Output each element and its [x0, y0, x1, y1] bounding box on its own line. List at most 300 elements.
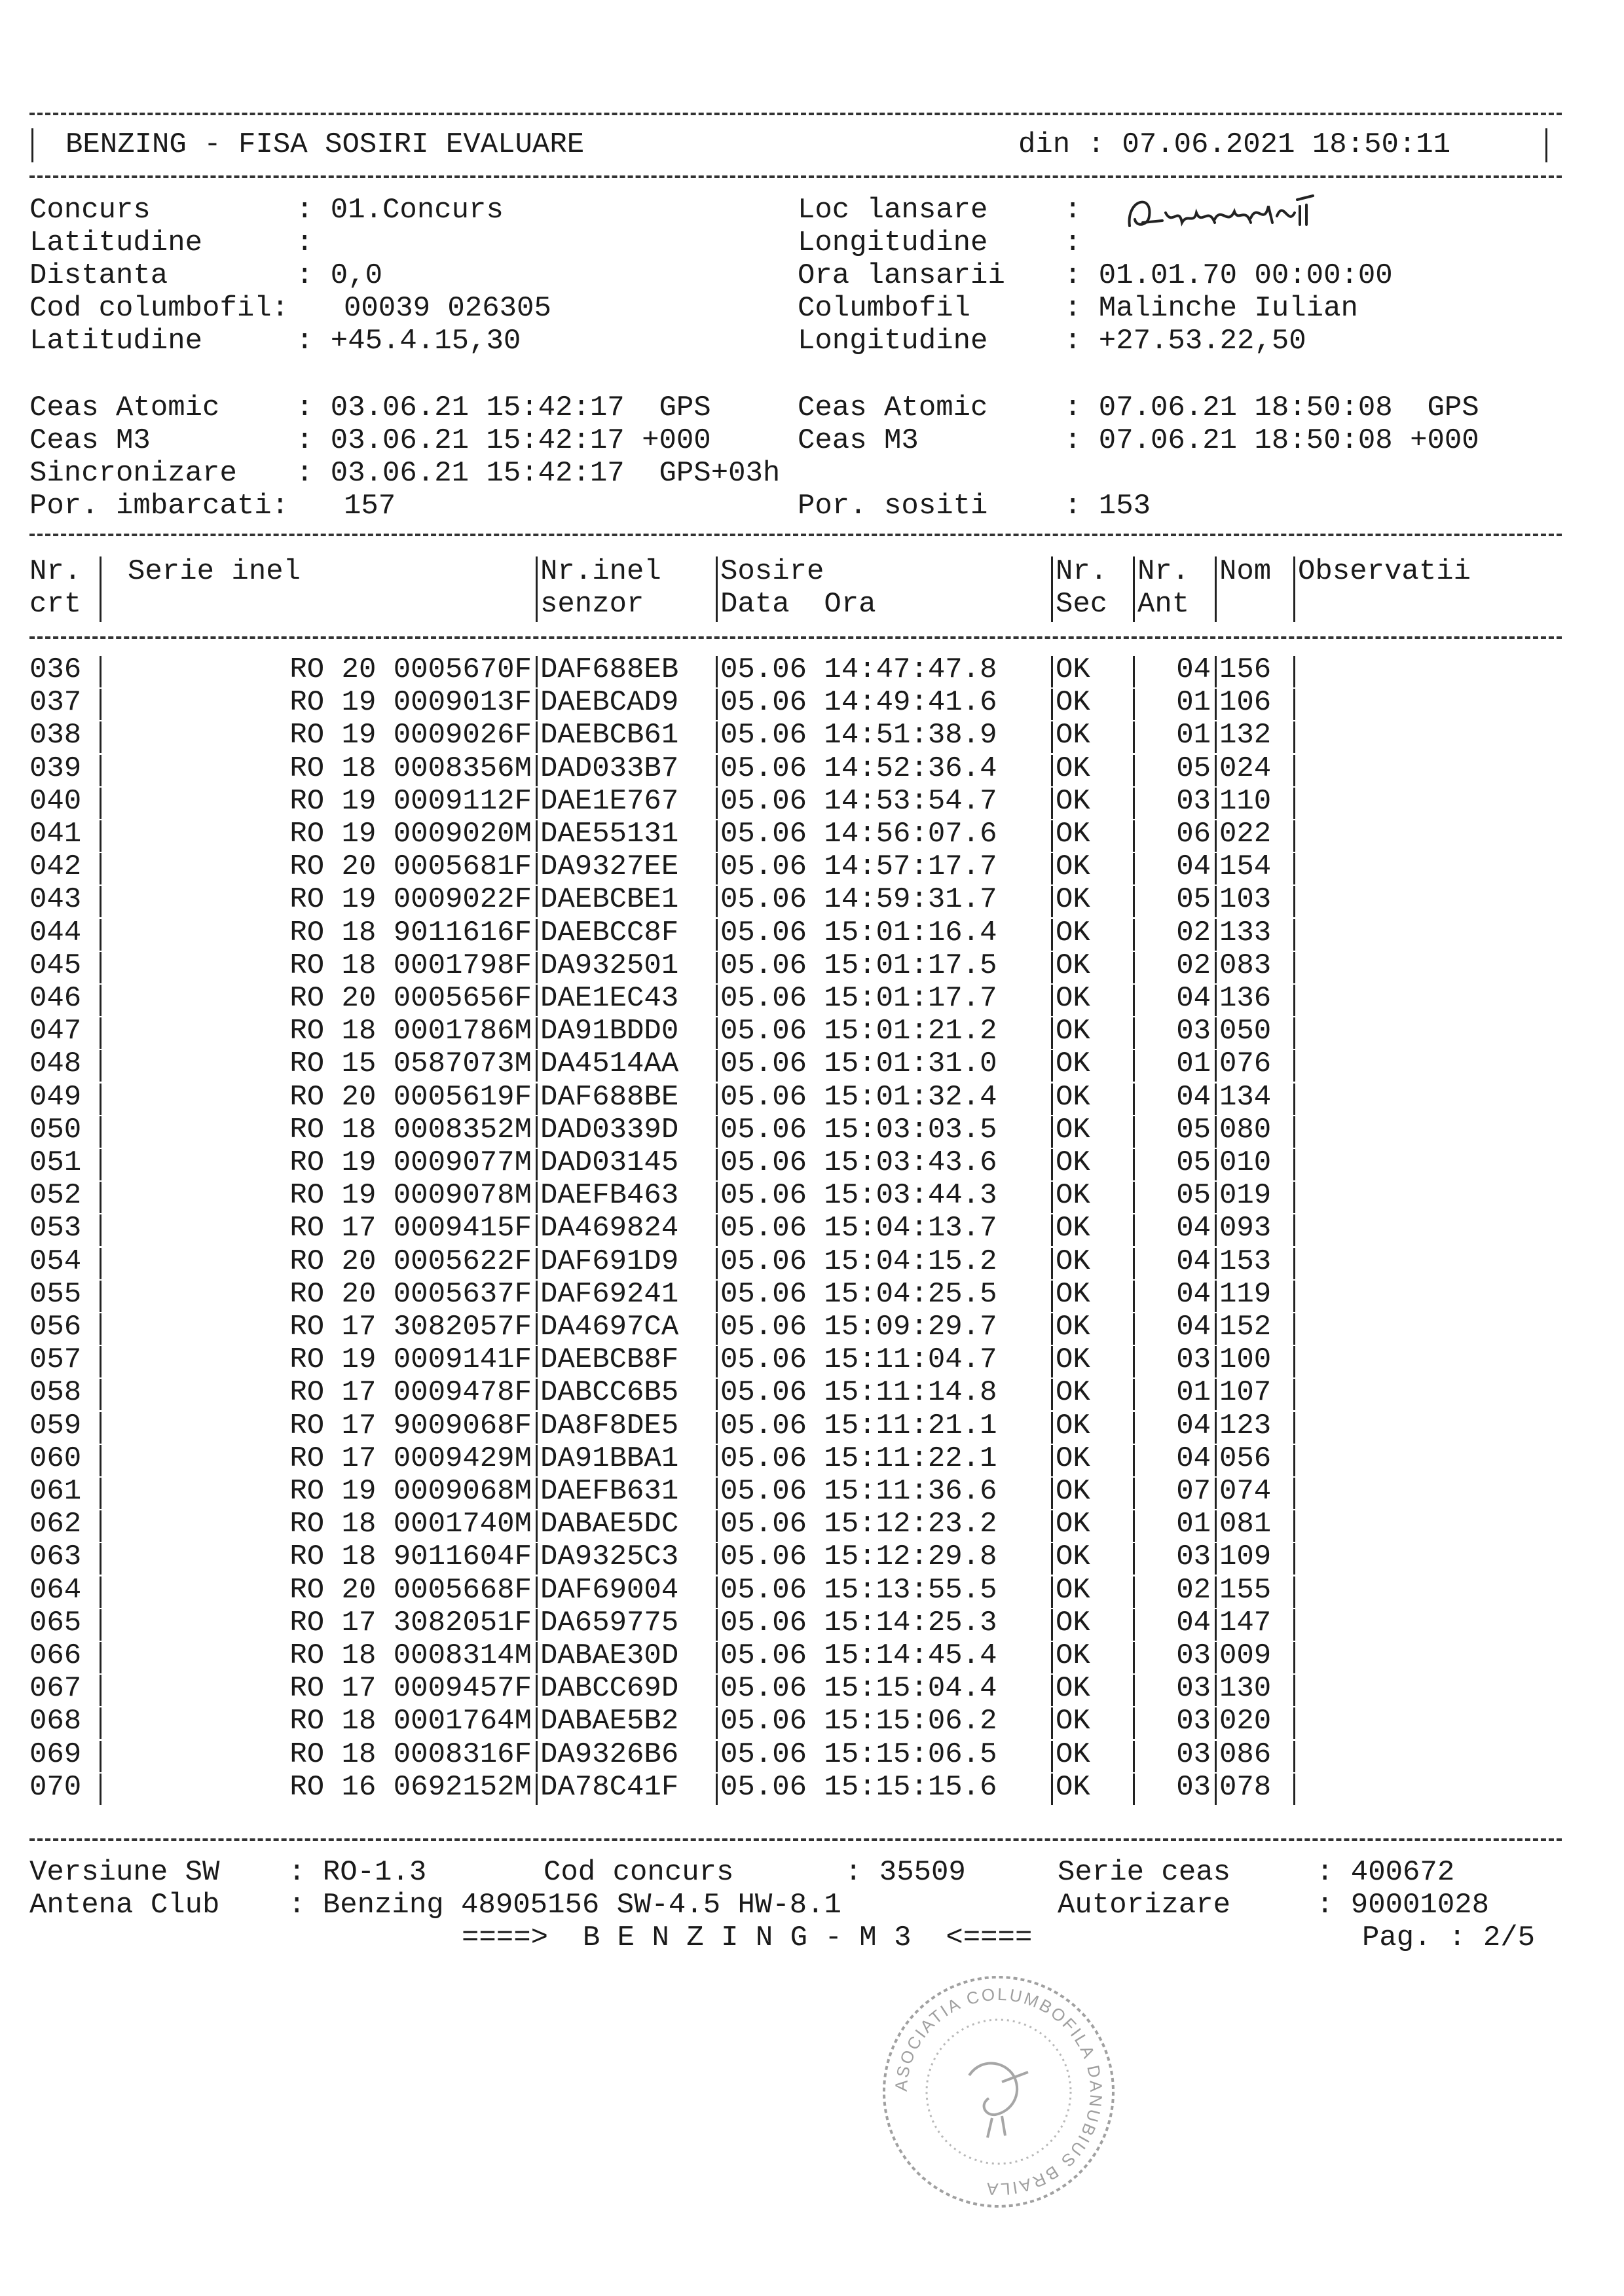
serie-inel-cell: RO 20 0005670F [289, 653, 532, 686]
nr-inel-senzor-cell: DAE1E767 [540, 784, 679, 818]
column-separator [1215, 1214, 1217, 1246]
sosire-cell: 05.06 15:04:15.2 [720, 1245, 997, 1278]
nom-cell: 009 [1219, 1639, 1272, 1672]
nom-cell: 152 [1219, 1311, 1272, 1343]
column-separator [1133, 1017, 1135, 1049]
ant-cell: 01 [1176, 1048, 1211, 1081]
column-separator [1051, 1248, 1053, 1279]
nom-cell: 050 [1219, 1015, 1272, 1048]
sec-cell: OK [1056, 1540, 1090, 1574]
sec-cell: OK [1056, 1343, 1090, 1377]
column-separator [1133, 1609, 1135, 1641]
column-separator [536, 656, 538, 687]
column-separator [1133, 820, 1135, 852]
sosire-cell: 05.06 15:11:04.7 [720, 1343, 997, 1377]
column-separator [1293, 1412, 1295, 1444]
nom-cell: 024 [1219, 752, 1272, 785]
nr-inel-senzor-cell: DAF69241 [540, 1277, 679, 1311]
sec-cell: OK [1056, 1146, 1090, 1179]
sosire-cell: 05.06 15:01:21.2 [720, 1015, 997, 1048]
nr-crt-cell: 036 [29, 653, 82, 686]
nr-crt-cell: 040 [29, 784, 82, 818]
column-separator [716, 1050, 718, 1082]
column-separator [100, 788, 101, 819]
column-separator [1293, 656, 1295, 687]
sosire-cell: 05.06 15:13:55.5 [720, 1573, 997, 1607]
column-separator [536, 985, 538, 1016]
sositi-value: : 153 [1064, 490, 1151, 522]
column-separator [1051, 1478, 1053, 1509]
nr-inel-senzor-cell: DABAE5DC [540, 1508, 679, 1541]
column-separator [1215, 1182, 1217, 1213]
column-separator [716, 1707, 718, 1739]
nom-cell: 022 [1219, 818, 1272, 850]
column-separator [716, 1248, 718, 1279]
serie-inel-cell: RO 19 0009077M [289, 1146, 532, 1179]
col-sec-1: Nr. [1056, 555, 1108, 588]
column-separator [1215, 886, 1217, 917]
nr-inel-senzor-cell: DA78C41F [540, 1770, 679, 1804]
column-separator [716, 1642, 718, 1673]
sosire-cell: 05.06 15:01:16.4 [720, 916, 997, 949]
col-observatii: Observatii [1298, 555, 1471, 588]
column-separator [716, 1774, 718, 1805]
column-separator [1293, 1379, 1295, 1410]
sec-cell: OK [1056, 982, 1090, 1015]
signature-icon [1116, 187, 1392, 246]
nr-crt-cell: 070 [29, 1770, 82, 1804]
loc-lansare-value: : [1064, 194, 1082, 227]
sosire-cell: 05.06 15:15:06.5 [720, 1738, 997, 1771]
nr-crt-cell: 055 [29, 1277, 82, 1311]
sec-cell: OK [1056, 752, 1090, 785]
column-separator [1215, 1510, 1217, 1542]
column-separator [1215, 1313, 1217, 1345]
loc-lansare-label: Loc lansare [798, 194, 988, 227]
sosire-cell: 05.06 14:59:31.7 [720, 883, 997, 917]
column-separator [536, 1543, 538, 1575]
column-separator [536, 1412, 538, 1444]
column-separator [100, 1313, 101, 1345]
column-separator [536, 1707, 538, 1739]
ant-cell: 03 [1176, 1672, 1211, 1705]
club-stamp-icon [871, 1964, 1126, 2219]
column-separator [100, 1214, 101, 1246]
sosire-cell: 05.06 15:11:14.8 [720, 1376, 997, 1410]
sincronizare-value: : 03.06.21 15:42:17 GPS+03h [296, 457, 781, 490]
column-separator [1051, 1543, 1053, 1575]
nr-inel-senzor-cell: DABCC69D [540, 1672, 679, 1705]
serie-inel-cell: RO 19 0009026F [289, 719, 532, 752]
column-separator [536, 1214, 538, 1246]
column-separator [536, 1182, 538, 1213]
column-separator [536, 1017, 538, 1049]
nr-inel-senzor-cell: DAD03145 [540, 1146, 679, 1179]
sec-cell: OK [1056, 1672, 1090, 1705]
column-separator [1051, 820, 1053, 852]
sec-cell: OK [1056, 686, 1090, 720]
nr-crt-cell: 067 [29, 1672, 82, 1705]
column-separator [1051, 886, 1053, 917]
column-separator [1133, 1675, 1135, 1706]
column-separator [716, 689, 718, 720]
sec-cell: OK [1056, 850, 1090, 884]
ant-cell: 04 [1176, 1606, 1211, 1639]
column-separator [1215, 1576, 1217, 1608]
column-separator [536, 1116, 538, 1148]
serie-inel-cell: RO 18 9011616F [289, 916, 532, 949]
column-separator [1293, 1084, 1295, 1115]
nom-cell: 010 [1219, 1146, 1272, 1179]
column-separator [1133, 1149, 1135, 1180]
column-separator [1215, 1543, 1217, 1575]
serie-ceas-label: Serie ceas [1058, 1856, 1231, 1889]
column-separator [1051, 1346, 1053, 1377]
column-separator [1051, 1675, 1053, 1706]
column-separator [1051, 1182, 1053, 1213]
versiune-value: : RO-1.3 [288, 1856, 427, 1889]
benzing-banner: ====> B E N Z I N G - M 3 <==== [462, 1922, 1033, 1954]
nom-cell: 136 [1219, 982, 1272, 1015]
sec-cell: OK [1056, 916, 1090, 949]
longitudine-value-1: : [1064, 227, 1082, 259]
column-separator [1051, 755, 1053, 786]
ant-cell: 03 [1176, 1343, 1211, 1377]
column-separator [1215, 952, 1217, 983]
column-separator [536, 721, 538, 753]
sec-cell: OK [1056, 1311, 1090, 1343]
sosire-cell: 05.06 15:03:03.5 [720, 1113, 997, 1146]
imbarcati-label: Por. imbarcati: [29, 490, 289, 522]
latitudine-label-2: Latitudine [29, 325, 203, 357]
svg-text:ASOCIATIA COLUMBOFILA DANUBIUS: ASOCIATIA COLUMBOFILA DANUBIUS BRAILA [891, 1984, 1107, 2200]
imbarcati-value: 157 [344, 490, 396, 522]
nom-cell: 083 [1219, 949, 1272, 982]
column-separator [1051, 721, 1053, 753]
sosire-cell: 05.06 15:11:36.6 [720, 1475, 997, 1508]
column-separator [100, 1248, 101, 1279]
col-nrinel-2: senzor [540, 588, 644, 621]
column-separator [1215, 1281, 1217, 1312]
column-separator [100, 1017, 101, 1049]
column-separator [1293, 1017, 1295, 1049]
column-separator [716, 853, 718, 884]
column-separator [716, 1017, 718, 1049]
column-separator [1293, 1478, 1295, 1509]
column-separator [1133, 1214, 1135, 1246]
column-separator [100, 721, 101, 753]
serie-ceas-value: : 400672 [1316, 1856, 1455, 1889]
sec-cell: OK [1056, 653, 1090, 686]
column-separator [716, 1478, 718, 1509]
ora-lansarii-label: Ora lansarii [798, 259, 1005, 292]
longitudine-label-1: Longitudine [798, 227, 988, 259]
header-sep [1293, 556, 1295, 622]
column-separator [100, 1576, 101, 1608]
column-separator [1051, 1214, 1053, 1246]
footer-top-rule [29, 1838, 1562, 1841]
sec-cell: OK [1056, 1573, 1090, 1607]
column-separator [1133, 1346, 1135, 1377]
serie-inel-cell: RO 17 0009415F [289, 1212, 532, 1245]
serie-inel-cell: RO 19 0009013F [289, 686, 532, 720]
ceas-m3-start: : 03.06.21 15:42:17 +000 [296, 424, 711, 457]
nr-inel-senzor-cell: DA9327EE [540, 850, 679, 884]
column-separator [1293, 1609, 1295, 1641]
column-separator [1051, 1313, 1053, 1345]
sec-cell: OK [1056, 1376, 1090, 1410]
autorizare-value: : 90001028 [1316, 1889, 1490, 1922]
column-separator [536, 1741, 538, 1772]
nr-crt-cell: 044 [29, 916, 82, 949]
serie-inel-cell: RO 18 0001798F [289, 949, 532, 982]
nr-inel-senzor-cell: DAD0339D [540, 1113, 679, 1146]
column-separator [1293, 1741, 1295, 1772]
nr-crt-cell: 039 [29, 752, 82, 785]
column-separator [1051, 952, 1053, 983]
column-separator [1215, 1445, 1217, 1476]
concurs-label: Concurs [29, 194, 151, 227]
header-bottom-rule [29, 175, 1562, 178]
nr-crt-cell: 056 [29, 1311, 82, 1343]
column-separator [1215, 1774, 1217, 1805]
column-separator [100, 886, 101, 917]
sec-cell: OK [1056, 818, 1090, 850]
nom-cell: 020 [1219, 1705, 1272, 1738]
nr-crt-cell: 060 [29, 1442, 82, 1475]
nom-cell: 110 [1219, 784, 1272, 818]
sec-cell: OK [1056, 1442, 1090, 1475]
column-separator [1051, 1379, 1053, 1410]
column-separator [1215, 656, 1217, 687]
ant-cell: 02 [1176, 949, 1211, 982]
serie-inel-cell: RO 18 0008352M [289, 1113, 532, 1146]
column-separator [100, 1084, 101, 1115]
columbofil-label: Columbofil [798, 292, 971, 325]
nom-cell: 133 [1219, 916, 1272, 949]
col-sosire-2: Data Ora [720, 588, 876, 621]
header-top-rule [29, 113, 1562, 115]
sosire-cell: 05.06 15:03:43.6 [720, 1146, 997, 1179]
column-separator [1215, 1741, 1217, 1772]
column-separator [536, 1774, 538, 1805]
column-separator [100, 1609, 101, 1641]
nr-inel-senzor-cell: DABCC6B5 [540, 1376, 679, 1410]
column-separator [1051, 919, 1053, 951]
column-separator [1051, 1412, 1053, 1444]
column-separator [100, 1707, 101, 1739]
ceas-atomic-end: : 07.06.21 18:50:08 GPS [1064, 392, 1479, 424]
column-separator [536, 689, 538, 720]
serie-inel-cell: RO 20 0005622F [289, 1245, 532, 1278]
column-separator [100, 820, 101, 852]
sec-cell: OK [1056, 1179, 1090, 1212]
column-separator [100, 1478, 101, 1509]
serie-inel-cell: RO 17 0009457F [289, 1672, 532, 1705]
column-separator [1293, 755, 1295, 786]
nom-cell: 123 [1219, 1409, 1272, 1442]
column-separator [716, 1741, 718, 1772]
ant-cell: 01 [1176, 719, 1211, 752]
ant-cell: 04 [1176, 1245, 1211, 1278]
serie-inel-cell: RO 19 0009068M [289, 1475, 532, 1508]
sosire-cell: 05.06 15:15:04.4 [720, 1672, 997, 1705]
header-sep [1215, 556, 1217, 622]
column-separator [1133, 656, 1135, 687]
column-separator [1215, 1707, 1217, 1739]
column-separator [716, 1084, 718, 1115]
nom-cell: 103 [1219, 883, 1272, 917]
ant-cell: 05 [1176, 1146, 1211, 1179]
nr-inel-senzor-cell: DA91BDD0 [540, 1015, 679, 1048]
nr-inel-senzor-cell: DA9326B6 [540, 1738, 679, 1771]
ceas-m3-label: Ceas M3 [29, 424, 151, 457]
nr-crt-cell: 059 [29, 1409, 82, 1442]
cod-concurs-label: Cod concurs [544, 1856, 734, 1889]
column-separator [1133, 721, 1135, 753]
nr-crt-cell: 038 [29, 719, 82, 752]
column-separator [1293, 1774, 1295, 1805]
column-separator [100, 656, 101, 687]
sec-cell: OK [1056, 1770, 1090, 1804]
sosire-cell: 05.06 14:52:36.4 [720, 752, 997, 785]
column-separator [716, 952, 718, 983]
column-separator [1293, 1214, 1295, 1246]
column-separator [100, 1510, 101, 1542]
column-separator [536, 1510, 538, 1542]
sosire-cell: 05.06 14:51:38.9 [720, 719, 997, 752]
longitudine-label-2: Longitudine [798, 325, 988, 357]
ant-cell: 05 [1176, 1113, 1211, 1146]
nr-crt-cell: 062 [29, 1508, 82, 1541]
nr-inel-senzor-cell: DA9325C3 [540, 1540, 679, 1574]
column-separator [716, 788, 718, 819]
ant-cell: 05 [1176, 1179, 1211, 1212]
serie-inel-cell: RO 20 0005637F [289, 1277, 532, 1311]
column-separator [1215, 1609, 1217, 1641]
nom-cell: 154 [1219, 850, 1272, 884]
ant-cell: 04 [1176, 1409, 1211, 1442]
column-separator [1051, 1017, 1053, 1049]
column-separator [1133, 689, 1135, 720]
column-separator [1051, 985, 1053, 1016]
sosire-cell: 05.06 14:57:17.7 [720, 850, 997, 884]
ant-cell: 03 [1176, 1639, 1211, 1672]
ora-lansarii-value: : 01.01.70 00:00:00 [1064, 259, 1393, 292]
nr-inel-senzor-cell: DAEBCAD9 [540, 686, 679, 720]
column-separator [1051, 689, 1053, 720]
nr-crt-cell: 057 [29, 1343, 82, 1377]
column-separator [1051, 1149, 1053, 1180]
column-separator [1051, 1642, 1053, 1673]
ant-cell: 04 [1176, 850, 1211, 884]
column-separator [1293, 1445, 1295, 1476]
column-separator [1133, 1313, 1135, 1345]
column-separator [100, 985, 101, 1016]
serie-inel-cell: RO 18 0001740M [289, 1508, 532, 1541]
nr-inel-senzor-cell: DABAE30D [540, 1639, 679, 1672]
sosire-cell: 05.06 15:01:32.4 [720, 1080, 997, 1114]
column-separator [1293, 1510, 1295, 1542]
sec-cell: OK [1056, 1738, 1090, 1771]
ant-cell: 03 [1176, 1770, 1211, 1804]
column-separator [716, 755, 718, 786]
sosire-cell: 05.06 15:04:25.5 [720, 1277, 997, 1311]
nr-crt-cell: 053 [29, 1212, 82, 1245]
column-separator [1293, 1707, 1295, 1739]
sosire-cell: 05.06 15:11:21.1 [720, 1409, 997, 1442]
column-separator [716, 656, 718, 687]
header-sep [536, 556, 538, 622]
column-separator [1051, 1050, 1053, 1082]
column-separator [536, 788, 538, 819]
nr-inel-senzor-cell: DAEBCB8F [540, 1343, 679, 1377]
serie-inel-cell: RO 18 0008316F [289, 1738, 532, 1771]
sosire-cell: 05.06 15:14:45.4 [720, 1639, 997, 1672]
column-separator [1215, 919, 1217, 951]
ceas-atomic-start: : 03.06.21 15:42:17 GPS [296, 392, 711, 424]
column-separator [1215, 1149, 1217, 1180]
nr-crt-cell: 051 [29, 1146, 82, 1179]
column-separator [100, 1774, 101, 1805]
column-separator [1133, 1116, 1135, 1148]
column-separator [1051, 788, 1053, 819]
nom-cell: 119 [1219, 1277, 1272, 1311]
serie-inel-cell: RO 19 0009141F [289, 1343, 532, 1377]
nr-inel-senzor-cell: DAEFB631 [540, 1475, 679, 1508]
nom-cell: 019 [1219, 1179, 1272, 1212]
col-sec-2: Sec [1056, 588, 1108, 621]
column-separator [716, 1510, 718, 1542]
column-separator [1051, 1281, 1053, 1312]
column-separator [1051, 1576, 1053, 1608]
column-separator [536, 853, 538, 884]
ant-cell: 01 [1176, 686, 1211, 720]
col-nrinel-1: Nr.inel [540, 555, 661, 588]
column-separator [100, 1050, 101, 1082]
col-nr-1: Nr. [29, 555, 82, 588]
column-separator [1215, 820, 1217, 852]
serie-inel-cell: RO 20 0005656F [289, 982, 532, 1015]
sec-cell: OK [1056, 1212, 1090, 1245]
column-separator [1133, 1478, 1135, 1509]
antena-label: Antena Club [29, 1889, 220, 1922]
serie-inel-cell: RO 19 0009022F [289, 883, 532, 917]
column-separator [1215, 1675, 1217, 1706]
column-separator [1293, 1116, 1295, 1148]
sosire-cell: 05.06 15:09:29.7 [720, 1311, 997, 1343]
column-separator [536, 886, 538, 917]
nr-crt-cell: 066 [29, 1639, 82, 1672]
nr-crt-cell: 054 [29, 1245, 82, 1278]
column-separator [716, 1346, 718, 1377]
column-separator [1293, 985, 1295, 1016]
sec-cell: OK [1056, 1277, 1090, 1311]
nr-crt-cell: 037 [29, 686, 82, 720]
nom-cell: 093 [1219, 1212, 1272, 1245]
column-separator [1051, 1774, 1053, 1805]
serie-inel-cell: RO 18 0008314M [289, 1639, 532, 1672]
column-separator [1051, 1609, 1053, 1641]
column-separator [100, 919, 101, 951]
nr-crt-cell: 052 [29, 1179, 82, 1212]
nom-cell: 132 [1219, 719, 1272, 752]
sosire-cell: 05.06 14:49:41.6 [720, 686, 997, 720]
column-separator [1215, 755, 1217, 786]
column-separator [1293, 1149, 1295, 1180]
sosire-cell: 05.06 15:15:06.2 [720, 1705, 997, 1738]
nr-inel-senzor-cell: DABAE5B2 [540, 1705, 679, 1738]
